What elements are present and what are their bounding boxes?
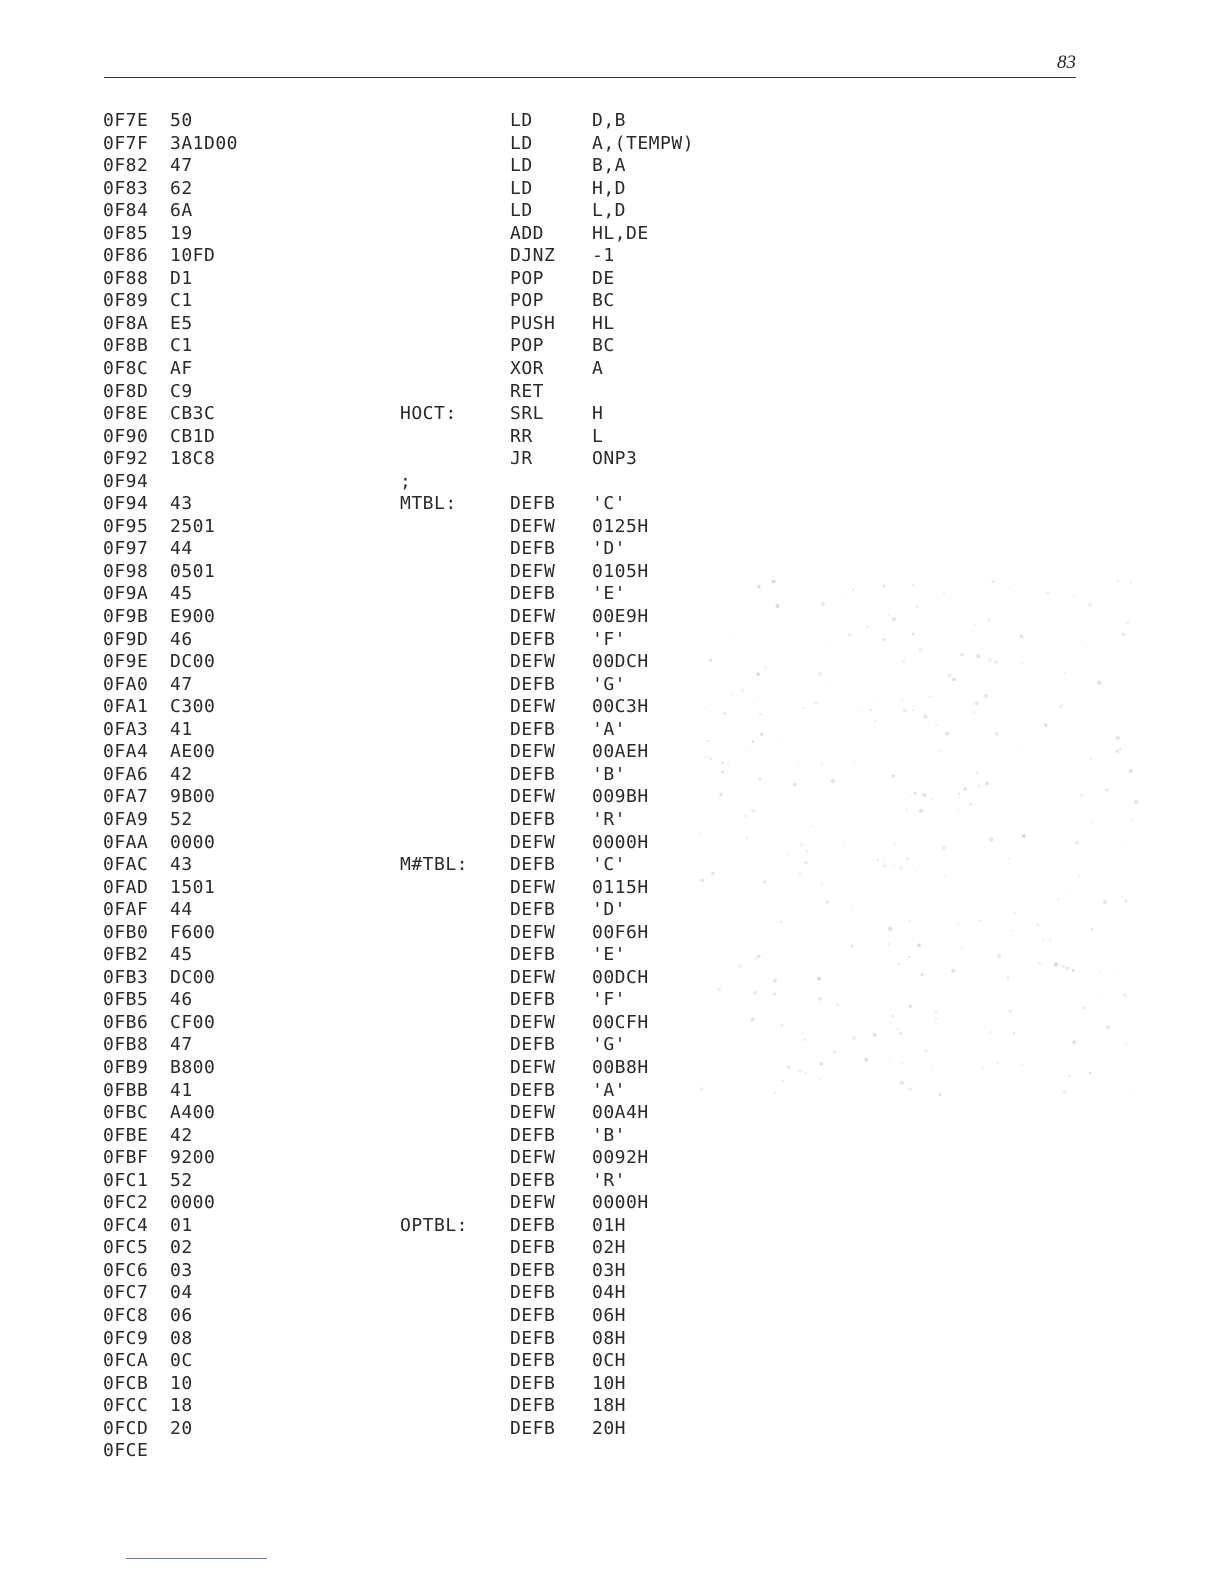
address-cell: 0FA9 (103, 808, 149, 830)
operand-cell: B,A (592, 155, 627, 177)
mnemonic-cell: DEFB (510, 763, 556, 785)
object-code-cell: F600 (170, 921, 216, 943)
operand-cell: HL,DE (592, 222, 649, 244)
address-cell: 0FC8 (103, 1304, 149, 1326)
mnemonic-cell: DEFW (510, 606, 556, 628)
address-cell: 0FB9 (103, 1056, 149, 1078)
address-cell: 0FAC (103, 854, 149, 876)
object-code-cell: DC00 (170, 966, 216, 988)
mnemonic-cell: DEFW (510, 560, 556, 582)
object-code-cell: 47 (170, 673, 193, 695)
listing-row (103, 538, 803, 561)
operand-cell: 'B' (592, 763, 627, 785)
address-cell: 0F94 (103, 493, 149, 515)
address-cell: 0FC5 (103, 1237, 149, 1259)
mnemonic-cell: DEFB (510, 1395, 556, 1417)
mnemonic-cell: PUSH (510, 312, 556, 334)
operand-cell: 0092H (592, 1147, 649, 1169)
address-cell: 0F9A (103, 583, 149, 605)
object-code-cell: 02 (170, 1237, 193, 1259)
operand-cell: 06H (592, 1304, 627, 1326)
label-cell: MTBL: (400, 493, 457, 515)
address-cell: 0FCA (103, 1350, 149, 1372)
object-code-cell: C1 (170, 335, 193, 357)
listing-row (103, 290, 803, 313)
address-cell: 0FC6 (103, 1259, 149, 1281)
object-code-cell: 3A1D00 (170, 132, 239, 154)
mnemonic-cell: DEFW (510, 1102, 556, 1124)
mnemonic-cell: DEFB (510, 1372, 556, 1394)
object-code-cell: 50 (170, 110, 193, 131)
mnemonic-cell: DEFB (510, 1034, 556, 1056)
mnemonic-cell: DEFW (510, 741, 556, 763)
mnemonic-cell: DEFB (510, 673, 556, 695)
operand-cell: 0125H (592, 515, 649, 537)
listing-row (103, 1260, 803, 1283)
address-cell: 0F8C (103, 358, 149, 380)
operand-cell: A,(TEMPW) (592, 132, 695, 154)
operand-cell: 'A' (592, 718, 627, 740)
address-cell: 0FCE (103, 1440, 149, 1462)
listing-row (103, 381, 803, 404)
address-cell: 0FB2 (103, 944, 149, 966)
object-code-cell: 42 (170, 1124, 193, 1146)
object-code-cell: 01 (170, 1214, 193, 1236)
operand-cell: BC (592, 335, 615, 357)
listing-row (103, 1395, 803, 1418)
object-code-cell: 41 (170, 718, 193, 740)
object-code-cell: 41 (170, 1079, 193, 1101)
address-cell: 0FBE (103, 1124, 149, 1146)
address-cell: 0FA0 (103, 673, 149, 695)
object-code-cell: 43 (170, 493, 193, 515)
mnemonic-cell: LD (510, 177, 533, 199)
object-code-cell: 03 (170, 1259, 193, 1281)
operand-cell: 02H (592, 1237, 627, 1259)
listing-row (103, 1328, 803, 1351)
mnemonic-cell: DEFW (510, 876, 556, 898)
mnemonic-cell: RET (510, 380, 545, 402)
mnemonic-cell: DEFB (510, 808, 556, 830)
label-cell: ; (400, 470, 412, 492)
mnemonic-cell: DEFB (510, 1124, 556, 1146)
object-code-cell: 6A (170, 200, 193, 222)
address-cell: 0F9D (103, 628, 149, 650)
mnemonic-cell: DJNZ (510, 245, 556, 267)
object-code-cell: CB1D (170, 425, 216, 447)
mnemonic-cell: XOR (510, 358, 545, 380)
operand-cell: 'F' (592, 628, 627, 650)
object-code-cell: 2501 (170, 515, 216, 537)
header-rule (104, 77, 1076, 78)
object-code-cell: A400 (170, 1102, 216, 1124)
listing-row (103, 1170, 803, 1193)
object-code-cell: 06 (170, 1304, 193, 1326)
object-code-cell: 9B00 (170, 786, 216, 808)
operand-cell: 'D' (592, 899, 627, 921)
listing-row (103, 155, 803, 178)
object-code-cell: CF00 (170, 1011, 216, 1033)
listing-row (103, 335, 803, 358)
object-code-cell: 44 (170, 899, 193, 921)
listing-row (103, 493, 803, 516)
mnemonic-cell: DEFB (510, 1259, 556, 1281)
operand-cell: -1 (592, 245, 615, 267)
mnemonic-cell: DEFB (510, 1350, 556, 1372)
address-cell: 0F7E (103, 110, 149, 131)
address-cell: 0FC7 (103, 1282, 149, 1304)
label-cell: M#TBL: (400, 854, 469, 876)
mnemonic-cell: DEFB (510, 854, 556, 876)
operand-cell: 'R' (592, 1169, 627, 1191)
operand-cell: 0000H (592, 1192, 649, 1214)
mnemonic-cell: DEFW (510, 651, 556, 673)
operand-cell: 00A4H (592, 1102, 649, 1124)
mnemonic-cell: DEFW (510, 515, 556, 537)
operand-cell: 00CFH (592, 1011, 649, 1033)
listing-row (103, 403, 803, 426)
operand-cell: 01H (592, 1214, 627, 1236)
address-cell: 0FC4 (103, 1214, 149, 1236)
address-cell: 0F8A (103, 312, 149, 334)
address-cell: 0F82 (103, 155, 149, 177)
mnemonic-cell: ADD (510, 222, 545, 244)
operand-cell: L (592, 425, 604, 447)
object-code-cell: 42 (170, 763, 193, 785)
object-code-cell: 0000 (170, 1192, 216, 1214)
object-code-cell: 45 (170, 944, 193, 966)
object-code-cell: CB3C (170, 403, 216, 425)
address-cell: 0FAA (103, 831, 149, 853)
address-cell: 0F98 (103, 560, 149, 582)
address-cell: 0F83 (103, 177, 149, 199)
listing-row (103, 268, 803, 291)
address-cell: 0FBB (103, 1079, 149, 1101)
operand-cell: 'D' (592, 538, 627, 560)
operand-cell: 'G' (592, 1034, 627, 1056)
object-code-cell: 52 (170, 1169, 193, 1191)
operand-cell: 00E9H (592, 606, 649, 628)
address-cell: 0FBF (103, 1147, 149, 1169)
listing-row (103, 1282, 803, 1305)
operand-cell: DE (592, 267, 615, 289)
object-code-cell: 44 (170, 538, 193, 560)
operand-cell: 'A' (592, 1079, 627, 1101)
address-cell: 0F84 (103, 200, 149, 222)
listing-row (103, 1305, 803, 1328)
address-cell: 0F86 (103, 245, 149, 267)
object-code-cell: C300 (170, 696, 216, 718)
mnemonic-cell: DEFB (510, 1214, 556, 1236)
mnemonic-cell: DEFB (510, 1304, 556, 1326)
operand-cell: 0CH (592, 1350, 627, 1372)
operand-cell: 00DCH (592, 966, 649, 988)
object-code-cell: C1 (170, 290, 193, 312)
operand-cell: D,B (592, 110, 627, 131)
operand-cell: H,D (592, 177, 627, 199)
mnemonic-cell: DEFB (510, 899, 556, 921)
address-cell: 0FCB (103, 1372, 149, 1394)
address-cell: 0FC1 (103, 1169, 149, 1191)
address-cell: 0F85 (103, 222, 149, 244)
listing-row (103, 1418, 803, 1441)
address-cell: 0FA4 (103, 741, 149, 763)
operand-cell: 0000H (592, 831, 649, 853)
address-cell: 0FC9 (103, 1327, 149, 1349)
address-cell: 0FB3 (103, 966, 149, 988)
object-code-cell: 20 (170, 1417, 193, 1439)
address-cell: 0F92 (103, 448, 149, 470)
listing-row (103, 471, 803, 494)
operand-cell: 00F6H (592, 921, 649, 943)
operand-cell: 00AEH (592, 741, 649, 763)
object-code-cell: 43 (170, 854, 193, 876)
object-code-cell: 46 (170, 628, 193, 650)
object-code-cell: 45 (170, 583, 193, 605)
mnemonic-cell: LD (510, 132, 533, 154)
mnemonic-cell: LD (510, 200, 533, 222)
mnemonic-cell: DEFW (510, 786, 556, 808)
listing-row (103, 1350, 803, 1373)
address-cell: 0FB6 (103, 1011, 149, 1033)
listing-row (103, 426, 803, 449)
operand-cell: 009BH (592, 786, 649, 808)
listing-row (103, 1147, 803, 1170)
label-cell: OPTBL: (400, 1214, 469, 1236)
object-code-cell: E5 (170, 312, 193, 334)
listing-row (103, 178, 803, 201)
address-cell: 0FC2 (103, 1192, 149, 1214)
listing-row (103, 1192, 803, 1215)
address-cell: 0FB8 (103, 1034, 149, 1056)
footer-rule (126, 1558, 267, 1559)
mnemonic-cell: SRL (510, 403, 545, 425)
address-cell: 0F8D (103, 380, 149, 402)
object-code-cell: 52 (170, 808, 193, 830)
address-cell: 0FAF (103, 899, 149, 921)
object-code-cell: 46 (170, 989, 193, 1011)
listing-row (103, 110, 803, 133)
operand-cell: 04H (592, 1282, 627, 1304)
mnemonic-cell: LD (510, 155, 533, 177)
operand-cell: HL (592, 312, 615, 334)
operand-cell: 00C3H (592, 696, 649, 718)
mnemonic-cell: DEFW (510, 1056, 556, 1078)
mnemonic-cell: DEFW (510, 1011, 556, 1033)
operand-cell: 03H (592, 1259, 627, 1281)
operand-cell: 'E' (592, 583, 627, 605)
address-cell: 0FBC (103, 1102, 149, 1124)
listing-row (103, 448, 803, 471)
object-code-cell: 62 (170, 177, 193, 199)
address-cell: 0F7F (103, 132, 149, 154)
mnemonic-cell: POP (510, 335, 545, 357)
address-cell: 0F8E (103, 403, 149, 425)
mnemonic-cell: JR (510, 448, 533, 470)
mnemonic-cell: DEFB (510, 1079, 556, 1101)
operand-cell: 0115H (592, 876, 649, 898)
address-cell: 0F89 (103, 290, 149, 312)
object-code-cell: 04 (170, 1282, 193, 1304)
address-cell: 0F90 (103, 425, 149, 447)
object-code-cell: 47 (170, 155, 193, 177)
object-code-cell: AF (170, 358, 193, 380)
operand-cell: A (592, 358, 604, 380)
mnemonic-cell: DEFB (510, 718, 556, 740)
operand-cell: 'F' (592, 989, 627, 1011)
object-code-cell: D1 (170, 267, 193, 289)
operand-cell: 'G' (592, 673, 627, 695)
operand-cell: 18H (592, 1395, 627, 1417)
operand-cell: ONP3 (592, 448, 638, 470)
address-cell: 0FCC (103, 1395, 149, 1417)
label-cell: HOCT: (400, 403, 457, 425)
address-cell: 0F88 (103, 267, 149, 289)
mnemonic-cell: DEFB (510, 583, 556, 605)
address-cell: 0FA7 (103, 786, 149, 808)
address-cell: 0FA1 (103, 696, 149, 718)
operand-cell: 'E' (592, 944, 627, 966)
address-cell: 0F9B (103, 606, 149, 628)
mnemonic-cell: DEFB (510, 944, 556, 966)
listing-row (103, 223, 803, 246)
mnemonic-cell: POP (510, 267, 545, 289)
object-code-cell: AE00 (170, 741, 216, 763)
operand-cell: L,D (592, 200, 627, 222)
listing-row (103, 358, 803, 381)
address-cell: 0FAD (103, 876, 149, 898)
address-cell: 0FB0 (103, 921, 149, 943)
object-code-cell: 18 (170, 1395, 193, 1417)
listing-row (103, 1440, 803, 1463)
listing-row (103, 1215, 803, 1238)
operand-cell: 10H (592, 1372, 627, 1394)
object-code-cell: B800 (170, 1056, 216, 1078)
mnemonic-cell: DEFW (510, 696, 556, 718)
mnemonic-cell: DEFB (510, 1237, 556, 1259)
listing-row (103, 1125, 803, 1148)
operand-cell: 'B' (592, 1124, 627, 1146)
object-code-cell: E900 (170, 606, 216, 628)
address-cell: 0FB5 (103, 989, 149, 1011)
listing-row (103, 245, 803, 268)
object-code-cell: 0C (170, 1350, 193, 1372)
mnemonic-cell: DEFB (510, 493, 556, 515)
address-cell: 0FA3 (103, 718, 149, 740)
page-number: 83 (1057, 52, 1076, 73)
operand-cell: BC (592, 290, 615, 312)
address-cell: 0F8B (103, 335, 149, 357)
mnemonic-cell: DEFB (510, 538, 556, 560)
mnemonic-cell: DEFB (510, 1169, 556, 1191)
listing-row (103, 200, 803, 223)
operand-cell: 'C' (592, 493, 627, 515)
operand-cell: 0105H (592, 560, 649, 582)
operand-cell: H (592, 403, 604, 425)
address-cell: 0F94 (103, 470, 149, 492)
object-code-cell: DC00 (170, 651, 216, 673)
operand-cell: 00B8H (592, 1056, 649, 1078)
object-code-cell: 0501 (170, 560, 216, 582)
mnemonic-cell: DEFB (510, 1417, 556, 1439)
operand-cell: 20H (592, 1417, 627, 1439)
listing-row (103, 1373, 803, 1396)
scan-speckle-decoration (660, 560, 1160, 1120)
object-code-cell: 0000 (170, 831, 216, 853)
address-cell: 0F9E (103, 651, 149, 673)
address-cell: 0FCD (103, 1417, 149, 1439)
object-code-cell: 19 (170, 222, 193, 244)
mnemonic-cell: DEFW (510, 1147, 556, 1169)
object-code-cell: 1501 (170, 876, 216, 898)
listing-row (103, 516, 803, 539)
mnemonic-cell: DEFB (510, 628, 556, 650)
mnemonic-cell: DEFW (510, 1192, 556, 1214)
object-code-cell: 10 (170, 1372, 193, 1394)
operand-cell: 00DCH (592, 651, 649, 673)
object-code-cell: 08 (170, 1327, 193, 1349)
operand-cell: 08H (592, 1327, 627, 1349)
listing-row (103, 1237, 803, 1260)
mnemonic-cell: RR (510, 425, 533, 447)
object-code-cell: 10FD (170, 245, 216, 267)
listing-row (103, 133, 803, 156)
operand-cell: 'C' (592, 854, 627, 876)
mnemonic-cell: POP (510, 290, 545, 312)
mnemonic-cell: DEFB (510, 989, 556, 1011)
address-cell: 0F97 (103, 538, 149, 560)
mnemonic-cell: LD (510, 110, 533, 131)
operand-cell: 'R' (592, 808, 627, 830)
object-code-cell: C9 (170, 380, 193, 402)
listing-row (103, 313, 803, 336)
mnemonic-cell: DEFW (510, 831, 556, 853)
address-cell: 0F95 (103, 515, 149, 537)
object-code-cell: 18C8 (170, 448, 216, 470)
object-code-cell: 9200 (170, 1147, 216, 1169)
mnemonic-cell: DEFB (510, 1327, 556, 1349)
object-code-cell: 47 (170, 1034, 193, 1056)
mnemonic-cell: DEFW (510, 921, 556, 943)
mnemonic-cell: DEFB (510, 1282, 556, 1304)
mnemonic-cell: DEFW (510, 966, 556, 988)
address-cell: 0FA6 (103, 763, 149, 785)
